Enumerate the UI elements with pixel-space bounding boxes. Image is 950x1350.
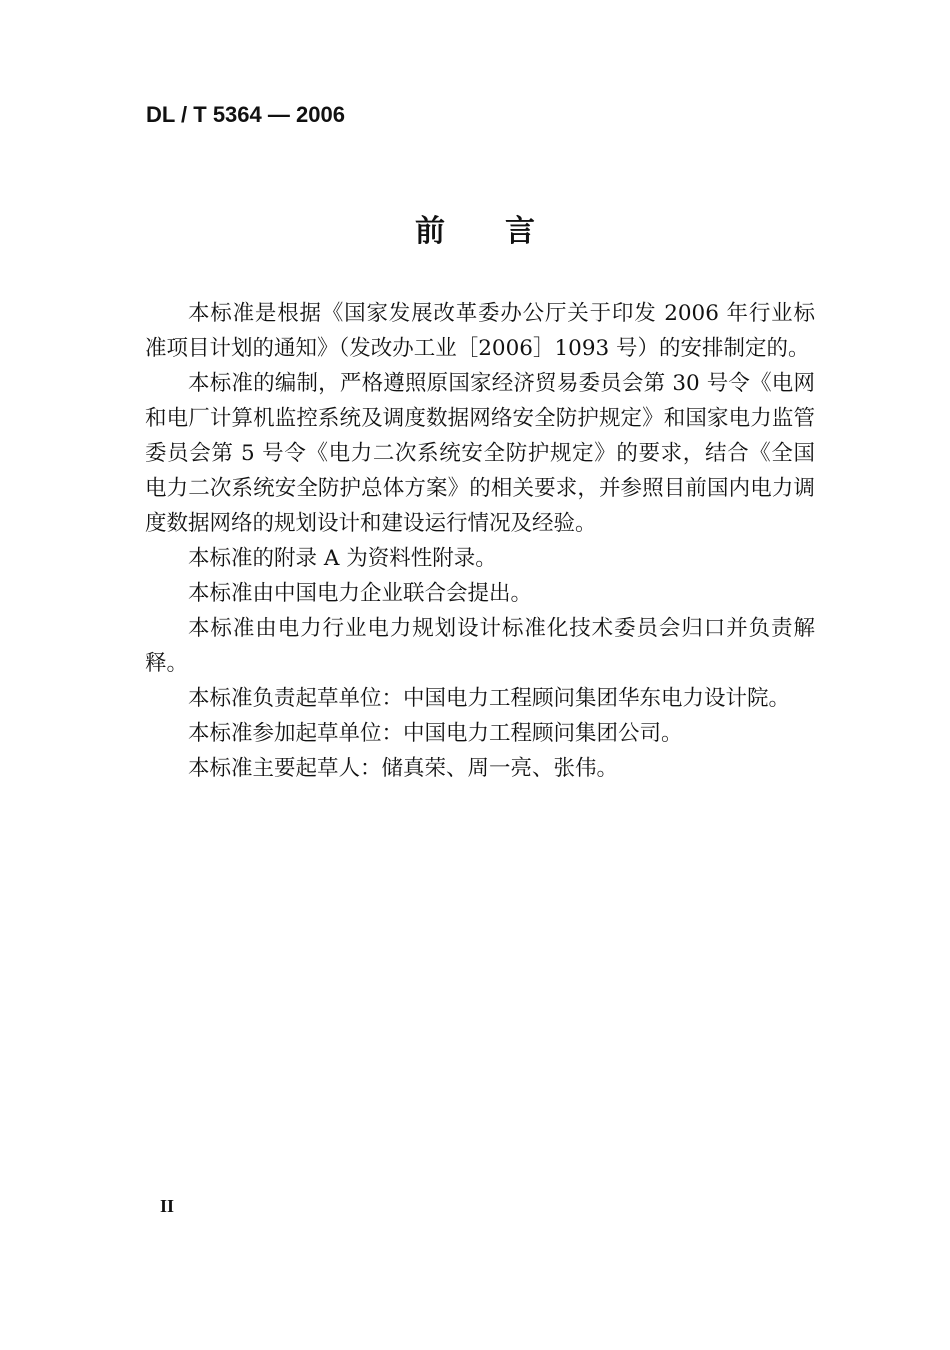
paragraph-compilation: 本标准的编制，严格遵照原国家经济贸易委员会第 30 号令《电网和电厂计算机监控系统及调度数据网络安全防护规定》和国家电力监管委员会第 5 号令《电力二次系统安全防护规定》的要求，结合《全国电力二次系统安全防护总体方案》的相关要求，并参照目前国内电力调度数据网络的规划设计和建设运行情况及经验。 (145, 371, 815, 536)
standard-code: DL / T 5364 — 2006 (146, 102, 345, 127)
paragraph-proposer: 本标准由中国电力企业联合会提出。 (188, 581, 533, 606)
page-number: II (160, 1196, 175, 1216)
foreword-body (145, 296, 815, 786)
paragraph-appendix: 本标准的附录 A 为资料性附录。 (188, 546, 497, 571)
paragraph-participating-drafter: 本标准参加起草单位：中国电力工程顾问集团公司。 (188, 721, 683, 746)
page-title: 前言 (415, 214, 595, 249)
paragraph-basis: 本标准是根据《国家发展改革委办公厅关于印发 2006 年行业标准项目计划的通知》（发改办工业［2006］1093 号）的安排制定的。 (145, 301, 815, 361)
paragraph-main-drafters: 本标准主要起草人：储真荣、周一亮、张伟。 (188, 756, 619, 781)
paragraph-lead-drafter: 本标准负责起草单位：中国电力工程顾问集团华东电力设计院。 (188, 686, 791, 711)
paragraph-administration: 本标准由电力行业电力规划设计标准化技术委员会归口并负责解释。 (145, 616, 815, 676)
